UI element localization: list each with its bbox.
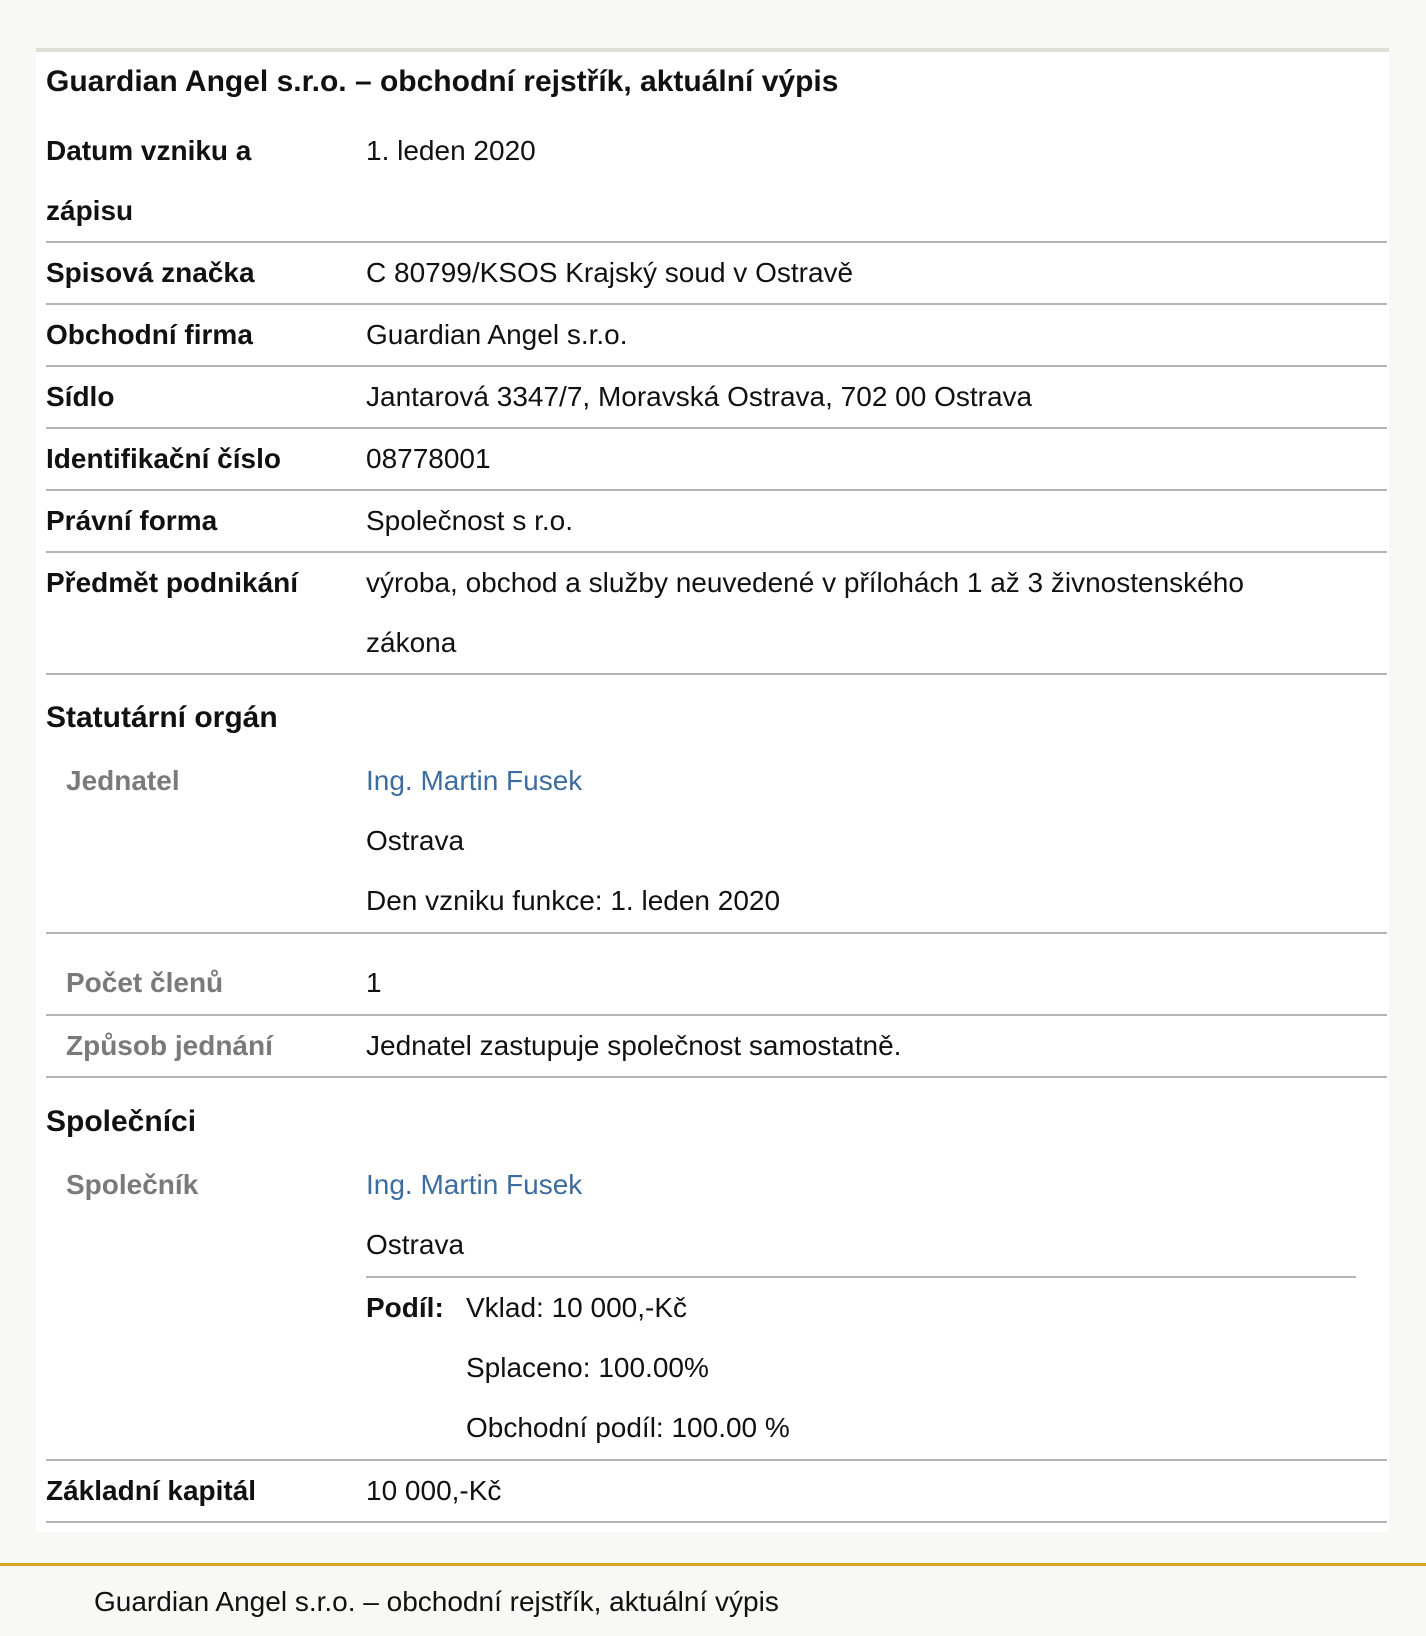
sidlo-value: Jantarová 3347/7, Moravská Ostrava, 702 00 Ostrava xyxy=(366,381,1033,412)
divider xyxy=(46,932,1387,934)
forma-label: Právní forma xyxy=(46,505,218,536)
datum-label-line1: Datum vzniku a xyxy=(46,135,252,166)
sidlo-label: Sídlo xyxy=(46,381,115,412)
podil-vklad: Vklad: 10 000,-Kč xyxy=(466,1292,688,1323)
podil-obchodni: Obchodní podíl: 100.00 % xyxy=(466,1412,790,1443)
jednatel-label: Jednatel xyxy=(66,765,180,796)
zpusob-value: Jednatel zastupuje společnost samostatně. xyxy=(366,1030,902,1061)
zpusob-label: Způsob jednání xyxy=(66,1030,273,1061)
footer-caption: Guardian Angel s.r.o. – obchodní rejstřík, aktuální výpis xyxy=(94,1586,779,1617)
spolecnici-heading: Společníci xyxy=(46,1105,197,1138)
jednatel-city: Ostrava xyxy=(366,825,465,856)
ico-label: Identifikační číslo xyxy=(46,443,281,474)
jednatel-since: Den vzniku funkce: 1. leden 2020 xyxy=(366,885,781,916)
firma-value: Guardian Angel s.r.o. xyxy=(366,319,628,350)
podil-label: Podíl: xyxy=(366,1292,444,1323)
pocet-label: Počet členů xyxy=(66,967,224,998)
spolecnik-label: Společník xyxy=(66,1169,199,1200)
datum-label-line2: zápisu xyxy=(46,195,134,226)
datum-value: 1. leden 2020 xyxy=(366,135,536,166)
ico-value: 08778001 xyxy=(366,443,491,474)
divider xyxy=(46,673,1387,675)
forma-value: Společnost s r.o. xyxy=(366,505,574,536)
podil-splaceno: Splaceno: 100.00% xyxy=(466,1352,709,1383)
footer-divider xyxy=(0,1563,1426,1566)
divider xyxy=(46,1521,1387,1523)
page-title: Guardian Angel s.r.o. – obchodní rejstřík, aktuální výpis xyxy=(46,65,839,98)
pocet-value: 1 xyxy=(366,967,382,998)
firma-label: Obchodní firma xyxy=(46,319,253,350)
spisova-label: Spisová značka xyxy=(46,257,255,288)
predmet-value-line1: výroba, obchod a služby neuvedené v přílohách 1 až 3 živnostenského xyxy=(366,567,1244,598)
statutarni-heading: Statutární orgán xyxy=(46,701,278,734)
spolecnik-city: Ostrava xyxy=(366,1229,465,1260)
kapital-value: 10 000,-Kč xyxy=(366,1475,502,1506)
spisova-value: C 80799/KSOS Krajský soud v Ostravě xyxy=(366,257,854,288)
predmet-label: Předmět podnikání xyxy=(46,567,299,598)
jednatel-name-link[interactable]: Ing. Martin Fusek xyxy=(366,765,583,796)
predmet-value-line2: zákona xyxy=(366,627,457,658)
spolecnik-name-link[interactable]: Ing. Martin Fusek xyxy=(366,1169,583,1200)
kapital-label: Základní kapitál xyxy=(46,1475,257,1506)
divider xyxy=(46,1076,1387,1078)
